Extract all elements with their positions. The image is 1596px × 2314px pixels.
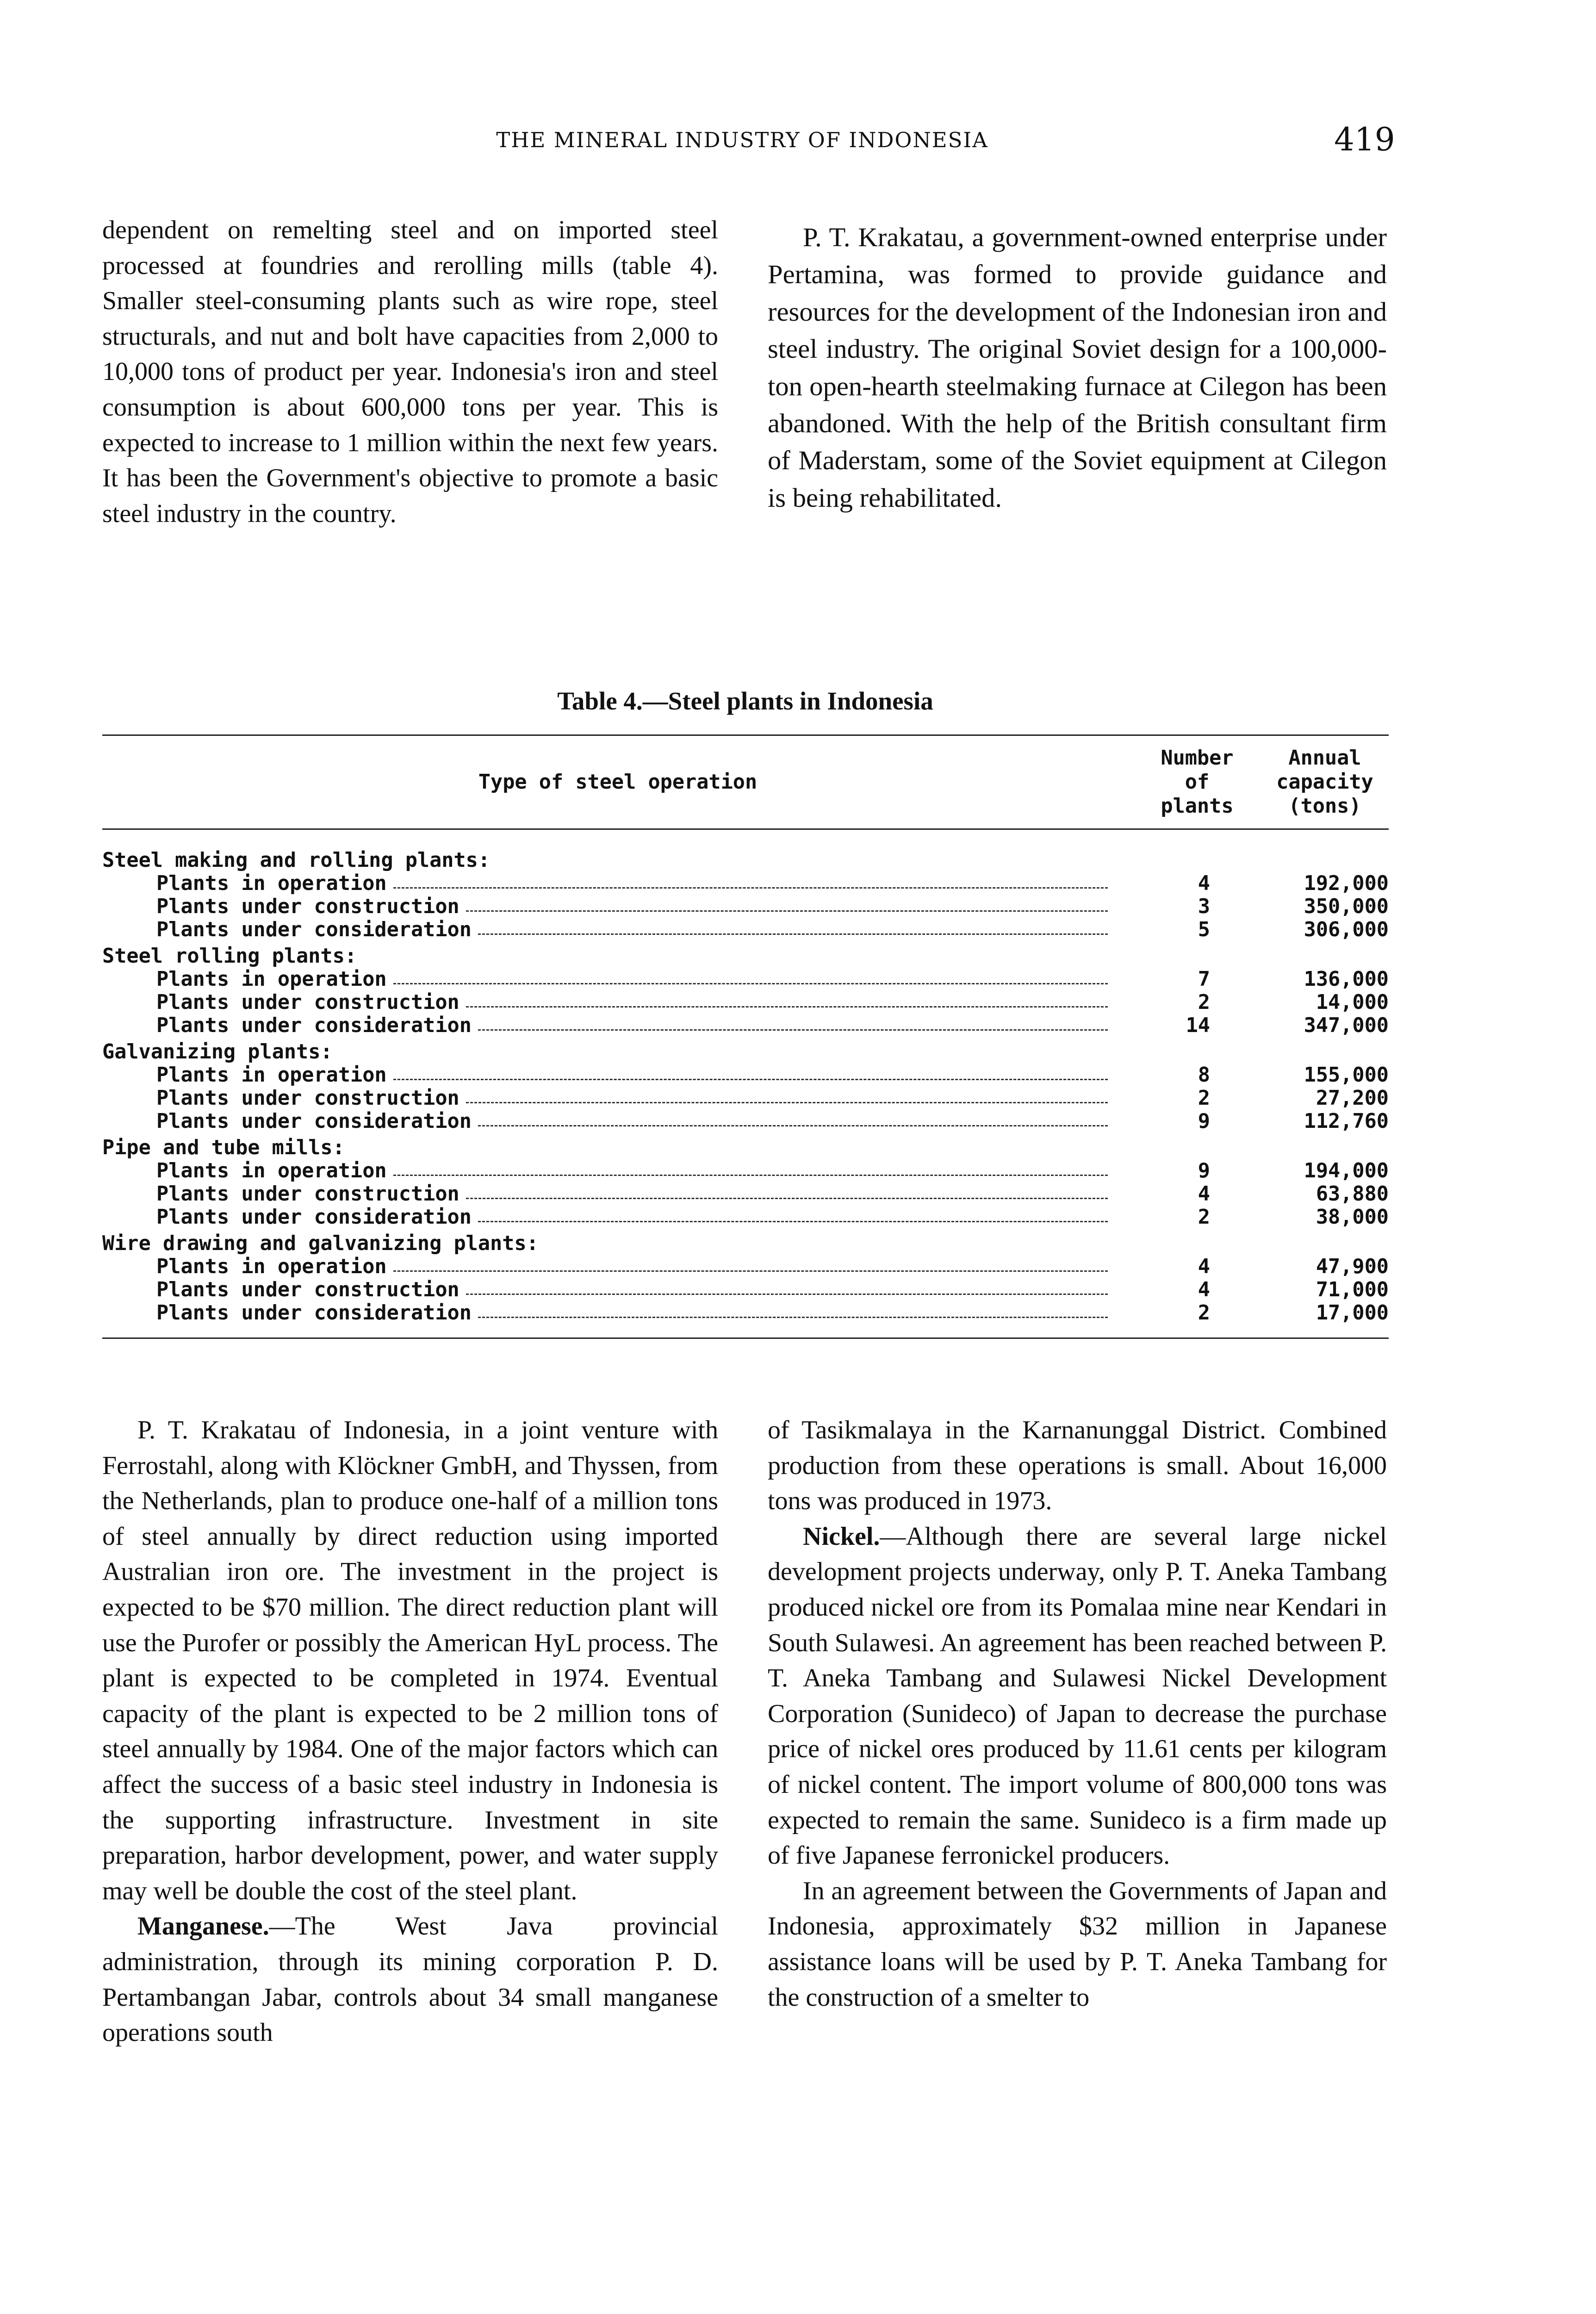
paragraph: [102, 1909, 718, 2050]
table-row: [102, 1064, 1389, 1087]
paragraph: dependent on remelting steel and on imported steel processed at foundries and rerolling mills (table 4). Smaller steel-consuming plants such as wire rope, steel structurals, and nut and bolt have capacities from 2,000 to 10,000 tons of product per year. Indonesia's iron and steel consumption is about 600,000 tons per year. This is expected to increase to 1 million within the next few years. It has been the Government's objective to promote a basic steel industry in the country.: [102, 216, 718, 528]
number-of-plants: 4: [1198, 1255, 1210, 1278]
leader-dashes: [393, 1159, 1108, 1176]
table-row: [102, 1110, 1389, 1133]
row-label: Plants in operation: [156, 1255, 387, 1278]
annual-capacity: 112,760: [1304, 1110, 1389, 1133]
number-of-plants: 3: [1198, 895, 1210, 918]
bottom-left-column: [102, 1412, 718, 2051]
table-row: [102, 895, 1389, 918]
number-of-plants: 5: [1198, 918, 1210, 941]
leader-dashes: [478, 1206, 1108, 1222]
table-group-heading: Wire drawing and galvanizing plants:: [102, 1232, 539, 1255]
annual-capacity: 347,000: [1304, 1014, 1389, 1037]
annual-capacity: 27,200: [1316, 1087, 1389, 1110]
table-row: [102, 1206, 1389, 1229]
row-label: Plants under construction: [156, 1278, 460, 1301]
row-label: Plants under consideration: [156, 1110, 472, 1133]
paragraph: [768, 1519, 1387, 1873]
table-group-heading: Steel making and rolling plants:: [102, 849, 491, 872]
annual-capacity: 14,000: [1316, 991, 1389, 1014]
annual-capacity: 350,000: [1304, 895, 1389, 918]
top-left-column: [102, 212, 718, 531]
annual-capacity: 63,880: [1316, 1182, 1389, 1206]
col-number-line: of: [1185, 771, 1210, 794]
leader-dashes: [393, 872, 1108, 889]
annual-capacity: 38,000: [1316, 1206, 1389, 1229]
row-label: Plants under consideration: [156, 1206, 472, 1229]
paragraph: P. T. Krakatau, a government-owned enterprise under Pertamina, was formed to provide guidance and resources for the development of the Indonesian iron and steel industry. The original Soviet design for a 100,000-ton open-hearth steelmaking furnace at Cilegon has been abandoned. With the help of the British consultant firm of Maderstam, some of the Soviet equipment at Cilegon is being rehabilitated.: [768, 222, 1387, 513]
annual-capacity: 71,000: [1316, 1278, 1389, 1301]
number-of-plants: 14: [1186, 1014, 1210, 1037]
col-type: Type of steel operation: [478, 771, 758, 794]
col-capacity-line: (tons): [1288, 795, 1361, 818]
section-head: Nickel.: [803, 1522, 880, 1551]
leader-dashes: [393, 1255, 1108, 1272]
table-row: [102, 1087, 1389, 1110]
table-group-heading: Steel rolling plants:: [102, 945, 357, 968]
number-of-plants: 2: [1198, 991, 1210, 1014]
row-label: Plants in operation: [156, 968, 387, 991]
table-group-heading: Pipe and tube mills:: [102, 1136, 345, 1159]
table-row: [102, 1301, 1389, 1325]
annual-capacity: 136,000: [1304, 968, 1389, 991]
top-right-column: [768, 219, 1387, 516]
leader-dashes: [466, 1182, 1108, 1199]
number-of-plants: 2: [1198, 1206, 1210, 1229]
running-header: THE MINERAL INDUSTRY OF INDONESIA: [496, 128, 988, 152]
col-capacity-line: Annual: [1288, 746, 1361, 770]
section-head: Manganese.: [137, 1912, 269, 1941]
row-label: Plants under construction: [156, 991, 460, 1014]
row-label: Plants under consideration: [156, 1301, 472, 1325]
page-number: 419: [1334, 121, 1395, 158]
annual-capacity: 47,900: [1316, 1255, 1389, 1278]
annual-capacity: 155,000: [1304, 1064, 1389, 1087]
row-label: Plants under construction: [156, 1182, 460, 1206]
table-row: [102, 991, 1389, 1014]
number-of-plants: 7: [1198, 968, 1210, 991]
row-label: Plants in operation: [156, 1064, 387, 1087]
row-label: Plants in operation: [156, 1159, 387, 1182]
leader-dashes: [466, 895, 1108, 912]
col-capacity-line: capacity: [1276, 771, 1373, 794]
paragraph: of Tasikmalaya in the Karnanunggal District. Combined production from these operations is small. About 16,000 tons was produced in 1973.: [768, 1416, 1387, 1516]
row-label: Plants under construction: [156, 895, 460, 918]
table-row: [102, 872, 1389, 895]
annual-capacity: 192,000: [1304, 872, 1389, 895]
leader-dashes: [478, 1014, 1108, 1031]
number-of-plants: 9: [1198, 1159, 1210, 1182]
number-of-plants: 4: [1198, 1182, 1210, 1206]
row-label: Plants under consideration: [156, 1014, 472, 1037]
annual-capacity: 17,000: [1316, 1301, 1389, 1325]
paragraph: P. T. Krakatau of Indonesia, in a joint venture with Ferrostahl, along with Klöckner GmbH, and Thyssen, from the Netherlands, plan to produce one-half of a million tons of steel annually by direct reduction using imported Australian iron ore. The investment in the project is expected to be $70 million. The direct reduction plant will use the Purofer or possibly the American HyL process. The plant is expected to be completed in 1974. Eventual capacity of the plant is expected to be 2 million tons of steel annually by 1984. One of the major factors which can affect the success of a basic steel industry in Indonesia is the supporting infrastructure. Investment in site preparation, harbor development, power, and water supply may well be double the cost of the steel plant.: [102, 1416, 718, 1905]
number-of-plants: 2: [1198, 1301, 1210, 1325]
leader-dashes: [393, 968, 1108, 984]
leader-dashes: [466, 1278, 1108, 1295]
table-group-heading: Galvanizing plants:: [102, 1040, 333, 1064]
leader-dashes: [466, 991, 1108, 1008]
table-row: [102, 1182, 1389, 1206]
number-of-plants: 2: [1198, 1087, 1210, 1110]
table-title: Table 4.—Steel plants in Indonesia: [557, 687, 933, 715]
row-label: Plants under consideration: [156, 918, 472, 941]
leader-dashes: [466, 1087, 1108, 1103]
table-row: [102, 968, 1389, 991]
number-of-plants: 4: [1198, 872, 1210, 895]
paragraph-text: —The West Java provincial administration, through its mining corporation P. D. Pertambangan Jabar, controls about 34 small manganese operations south: [102, 1912, 718, 2047]
table-rule: [102, 1337, 1389, 1339]
leader-dashes: [478, 918, 1108, 935]
table-row: [102, 1159, 1389, 1182]
table-row: [102, 1255, 1389, 1278]
leader-dashes: [393, 1064, 1108, 1080]
table-body: [102, 830, 1389, 1337]
number-of-plants: 9: [1198, 1110, 1210, 1133]
col-capacity: [1261, 746, 1389, 818]
table-row: [102, 1278, 1389, 1301]
bottom-right-column: [768, 1412, 1387, 2015]
annual-capacity: 194,000: [1304, 1159, 1389, 1182]
paragraph: In an agreement between the Governments of Japan and Indonesia, approximately $32 million in Japanese assistance loans will be used by P. T. Aneka Tambang for the construction of a smelter to: [768, 1876, 1387, 2012]
leader-dashes: [478, 1301, 1108, 1318]
col-number-line: Number: [1161, 746, 1234, 770]
table-row: [102, 918, 1389, 941]
annual-capacity: 306,000: [1304, 918, 1389, 941]
number-of-plants: 8: [1198, 1064, 1210, 1087]
col-number: [1133, 746, 1261, 818]
number-of-plants: 4: [1198, 1278, 1210, 1301]
leader-dashes: [478, 1110, 1108, 1126]
table-row: [102, 1014, 1389, 1037]
steel-plants-table: [102, 734, 1389, 1339]
col-number-line: plants: [1161, 795, 1234, 818]
paragraph-text: —Although there are several large nickel development projects underway, only P. T. Aneka Tambang produced nickel ore from its Pomalaa mine near Kendari in South Sulawesi. An agreement has been reached between P. T. Aneka Tambang and Sulawesi Nickel Development Corporation (Sunideco) of Japan to decrease the purchase price of nickel ores produced by 11.61 cents per kilogram of nickel content. The import volume of 800,000 tons was expected to remain the same. Sunideco is a firm made up of five Japanese ferronickel producers.: [768, 1522, 1387, 1870]
row-label: Plants under construction: [156, 1087, 460, 1110]
row-label: Plants in operation: [156, 872, 387, 895]
table-header: [102, 736, 1389, 828]
